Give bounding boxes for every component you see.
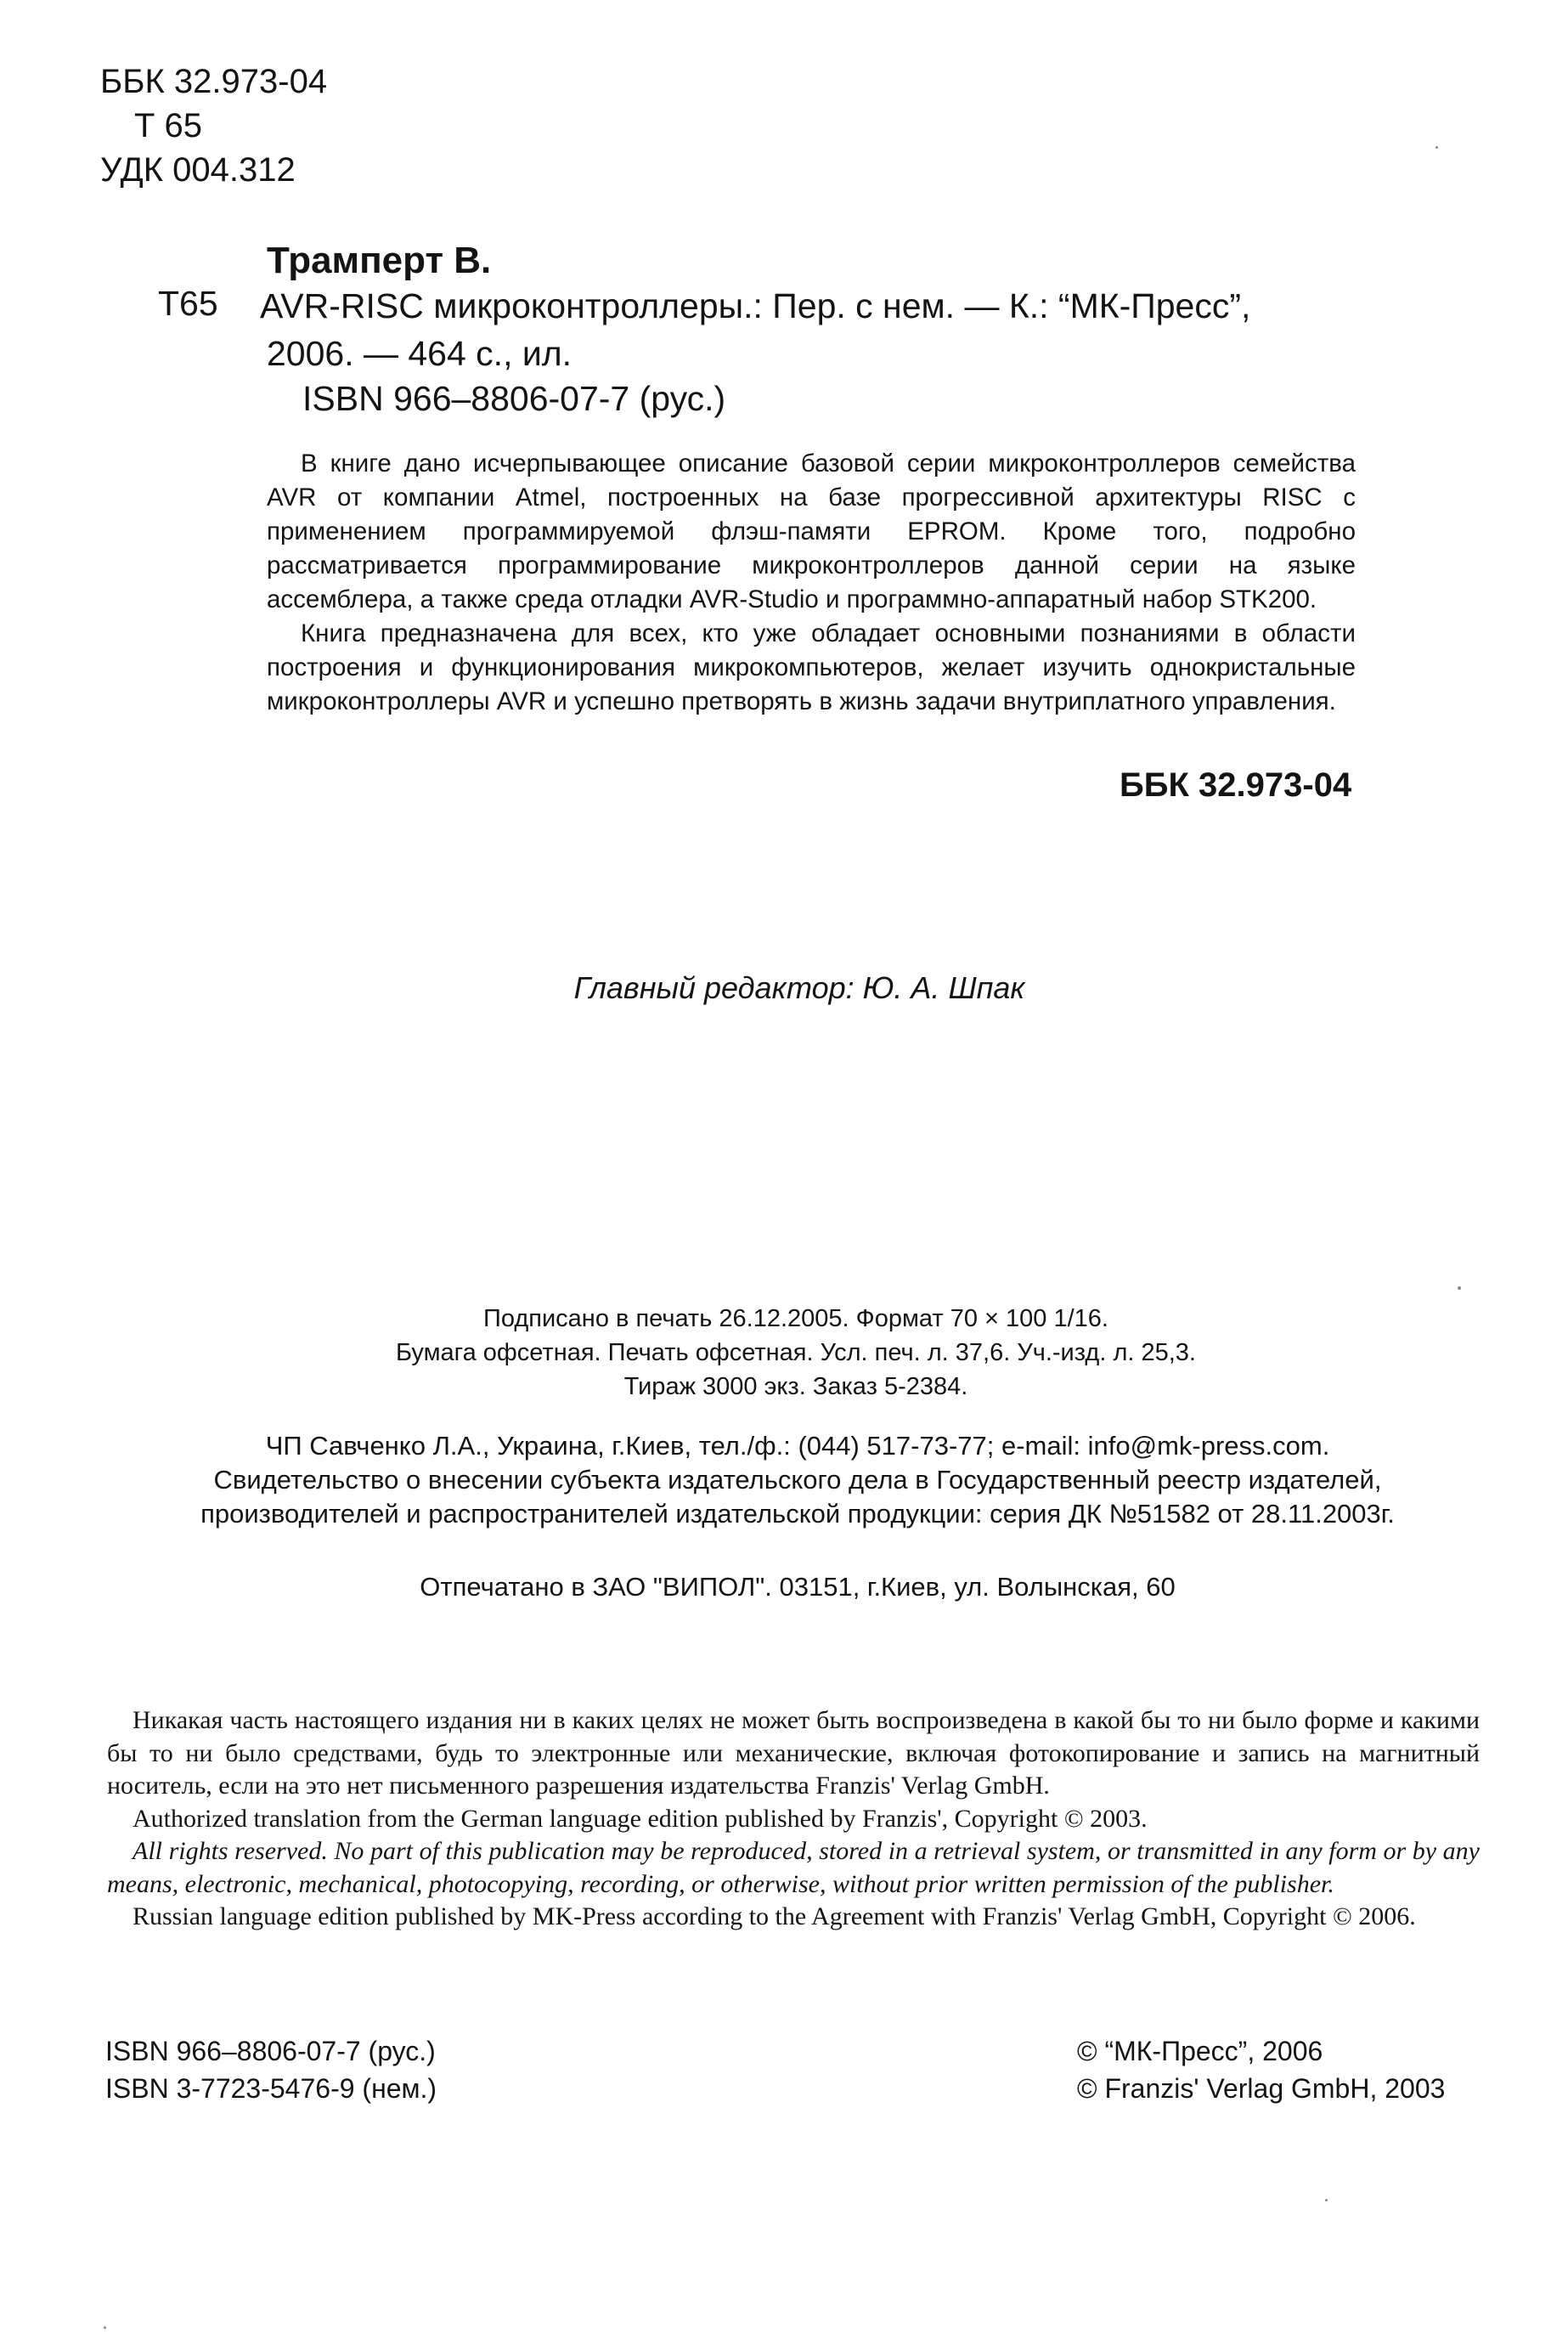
bib-mark: Т65 xyxy=(158,284,218,323)
rights-authorized: Authorized translation from the German language edition published by Franzis', Copyright © 2003. xyxy=(133,1804,1148,1833)
author-name: Трамперт В. xyxy=(267,240,492,281)
classification-codes xyxy=(100,59,327,192)
rights-ru: Никакая часть настоящего издания ни в каких целях не может быть воспроизведена в какой бы то ни было форме и какими бы то ни было средствами, будь то электронные или механические, включая фотокопирование и запись на магнитный носитель, если на это нет письменного разрешения издательства Franzis' Verlag GmbH. xyxy=(107,1706,1480,1800)
abstract xyxy=(267,447,1356,719)
copyright-list xyxy=(1077,2032,1445,2107)
scan-speck xyxy=(1458,1286,1461,1290)
author-mark: Т 65 xyxy=(134,107,203,144)
bib-isbn: ISBN 966–8806-07-7 (рус.) xyxy=(302,379,726,418)
scan-speck xyxy=(104,2326,106,2329)
copyright-mk: © “МК-Пресс”, 2006 xyxy=(1077,2036,1323,2066)
publisher-line: Свидетельство о внесении субъекта издательского дела в Государственный реестр издателей, xyxy=(213,1465,1382,1495)
rights-notice xyxy=(107,1704,1480,1934)
udk-code: УДК 004.312 xyxy=(100,151,296,189)
bbk-code: ББК 32.973-04 xyxy=(100,63,328,100)
copyright-franzis: © Franzis' Verlag GmbH, 2003 xyxy=(1077,2073,1446,2104)
abstract-bbk: ББК 32.973-04 xyxy=(1120,766,1352,804)
print-info-line: Тираж 3000 экз. Заказ 5-2384. xyxy=(623,1373,968,1400)
rights-all-reserved: All rights reserved. No part of this publication may be reproduced, stored in a retrieval system, or transmitted in any form or by any means, electronic, mechanical, photocopying, recording, or otherwise, without prior written permission of the publisher. xyxy=(107,1837,1480,1898)
bib-pages-line: 2006. — 464 с., ил. xyxy=(267,334,572,373)
bib-title-line: AVR-RISC микроконтроллеры.: Пер. с нем. — К.: “МК-Пресс”, xyxy=(260,286,1251,325)
publisher-line: ЧП Савченко Л.А., Украина, г.Киев, тел./ф.: (044) 517-73-77; e-mail: info@mk-press.com. xyxy=(265,1431,1330,1461)
print-info-line: Подписано в печать 26.12.2005. Формат 70 × 100 1/16. xyxy=(483,1305,1108,1332)
rights-russian-edition: Russian language edition published by MK-Press according to the Agreement with Franzis' Verlag GmbH, Copyright © 2006. xyxy=(133,1902,1416,1930)
bibliographic-record xyxy=(260,282,1364,377)
print-info-line: Бумага офсетная. Печать офсетная. Усл. печ. л. 37,6. Уч.-изд. л. 25,3. xyxy=(396,1339,1196,1366)
scan-speck xyxy=(1325,2199,1328,2201)
printed-at: Отпечатано в ЗАО "ВИПОЛ". 03151, г.Киев, ул. Волынская, 60 xyxy=(420,1572,1176,1602)
isbn-rus: ISBN 966–8806-07-7 (рус.) xyxy=(105,2036,436,2066)
print-info xyxy=(0,1302,1568,1404)
isbn-ger: ISBN 3-7723-5476-9 (нем.) xyxy=(105,2073,437,2104)
abstract-paragraph: В книге дано исчерпывающее описание базовой серии микроконтроллеров семейства AVR от компании Atmel, построенных на базе прогрессивной архитектуры RISC с применением программируемой флэш-памяти EPROM. Кроме того, подробно рассматривается программирование микроконтроллеров данной серии на языке ассемблера, а также среда отладки AVR-Studio и программно-аппаратный набор STK200. xyxy=(267,449,1356,613)
isbn-list xyxy=(105,2032,437,2107)
chief-editor: Главный редактор: Ю. А. Шпак xyxy=(573,970,1025,1005)
scan-speck xyxy=(1435,146,1438,149)
publisher-line: производителей и распространителей издательской продукции: серия ДК №51582 от 28.11.2003г. xyxy=(200,1499,1395,1529)
publisher-info xyxy=(0,1429,1568,1531)
abstract-paragraph: Книга предназначена для всех, кто уже обладает основными познаниями в области построения и функционирования микрокомпьютеров, желает изучить однокристальные микроконтроллеры AVR и успешно претворять в жизнь задачи внутриплатного управления. xyxy=(267,619,1356,715)
